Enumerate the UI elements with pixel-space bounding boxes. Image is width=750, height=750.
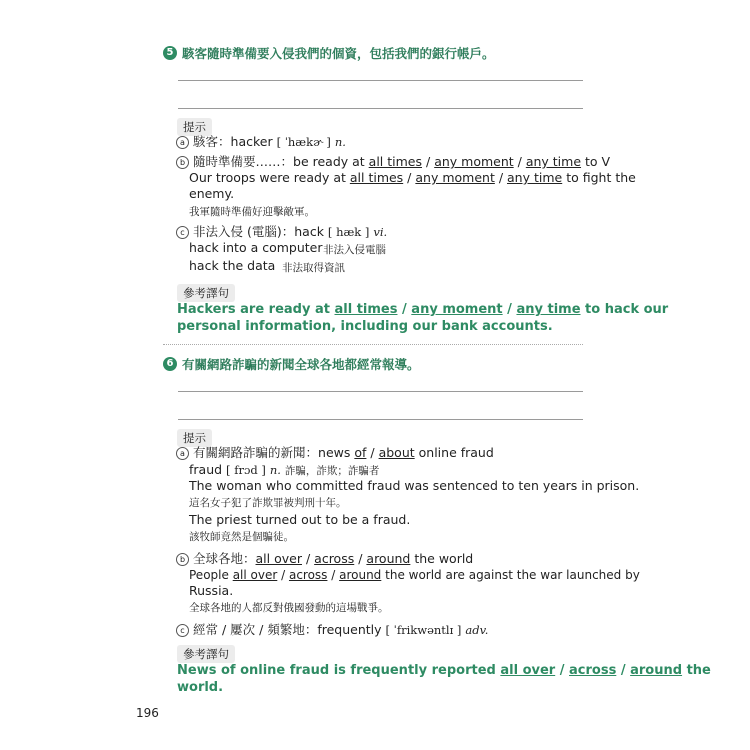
section-divider (163, 344, 583, 345)
page-number: 196 (136, 706, 159, 720)
question-text: 駭客隨時準備要入侵我們的個資，包括我們的銀行帳戶。 (182, 46, 495, 61)
example-sentence: People all over / across / around the world are against the war launched by (189, 568, 640, 582)
question-5-title (163, 44, 495, 62)
example-sentence: The woman who committed fraud was sentenced to ten years in prison. (189, 478, 640, 493)
reference-answer-line-1: News of online fraud is frequently reported all over / across / around the (177, 663, 711, 678)
reference-answer-line-2: personal information, including our bank accounts. (177, 319, 553, 334)
example-sentence-cont: enemy. (189, 186, 235, 201)
example-translation: 我軍隨時準備好迎擊敵軍。 (189, 206, 315, 218)
example-translation: 這名女子犯了詐欺罪被判刑十年。 (189, 497, 347, 509)
example-translation: 該牧師竟然是個騙徒。 (189, 531, 294, 543)
example-sentence: Our troops were ready at all times / any moment / any time to fight the (189, 170, 636, 185)
question-6-title (163, 355, 420, 373)
phrase-2-zh: 非法取得資訊 (282, 262, 345, 274)
hint-c: c 經常 / 屢次 / 頻繁地：frequently [ ˈfrikwəntlɪ ] adv. (176, 622, 488, 638)
answer-line (178, 391, 583, 392)
hint-tag: 提示 (177, 116, 212, 136)
marker-c: c (176, 624, 189, 637)
hint-b: b 全球各地：all over / across / around the world (176, 551, 473, 567)
hint-a: a 駭客：hacker [ ˈhækɚ ] n. (176, 134, 346, 150)
phrase-1-en: hack into a computer (189, 240, 323, 255)
fraud-definition: fraud [ frɔd ] n. 詐騙，詐欺；詐騙者 (189, 462, 380, 477)
hint-a: a 有關網路詐騙的新聞：news of / about online fraud (176, 445, 494, 461)
phrase-2-en: hack the data (189, 258, 276, 273)
answer-line (178, 108, 583, 109)
marker-c: c (176, 226, 189, 239)
reference-tag: 參考譯句 (177, 643, 235, 663)
example-translation: 全球各地的人都反對俄國發動的這場戰爭。 (189, 602, 389, 614)
question-number-badge: 6 (163, 357, 177, 371)
marker-b: b (176, 156, 189, 169)
reference-answer-line-1: Hackers are ready at all times / any moment / any time to hack our (177, 302, 669, 317)
reference-answer-line-2: world. (177, 680, 224, 695)
marker-a: a (176, 447, 189, 460)
hint-tag: 提示 (177, 427, 212, 447)
phrase-1-zh: 非法入侵電腦 (323, 244, 386, 256)
marker-b: b (176, 553, 189, 566)
reference-tag: 參考譯句 (177, 282, 235, 302)
answer-line (178, 80, 583, 81)
question-text: 有關網路詐騙的新聞全球各地都經常報導。 (182, 357, 420, 372)
answer-line (178, 419, 583, 420)
marker-a: a (176, 136, 189, 149)
hint-b: b 隨時準備要……：be ready at all times / any moment / any time to V (176, 154, 610, 170)
hint-c: c 非法入侵 (電腦)：hack [ hæk ] vi. (176, 224, 387, 240)
example-sentence: The priest turned out to be a fraud. (189, 512, 411, 527)
question-number-badge: 5 (163, 46, 177, 60)
example-sentence-cont: Russia. (189, 583, 234, 598)
